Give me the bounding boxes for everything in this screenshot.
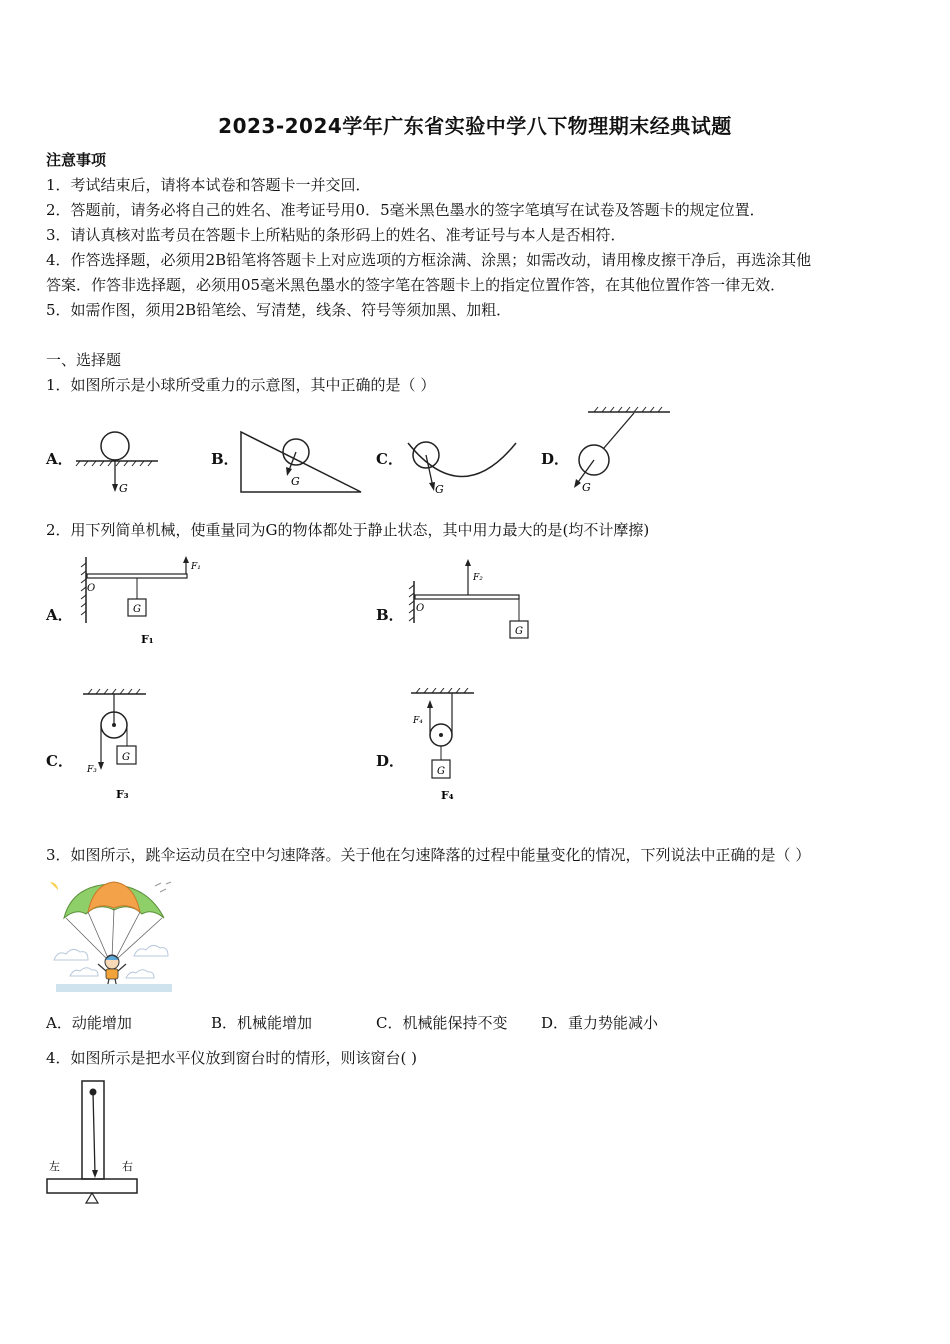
q2-option-d-label: D． [376,752,405,770]
notice-line-3: 3．请认真核对监考员在答题卡上所粘贴的条形码上的姓名、准考证号与本人是否相符． [46,226,626,244]
q1-figure-c [402,425,522,500]
q1-figure-d [566,405,676,500]
q2b-f2-label: F₂ [473,573,483,583]
notice-line-5: 答案．作答非选择题，必须用05毫米黑色墨水的签字笔在答题卡上的指定位置作答，在其他位置作答一律无效． [46,276,786,294]
q1c-g-label: G [435,483,444,496]
q3-stem: 3．如图所示，跳伞运动员在空中匀速降落。关于他在匀速降落的过程中能量变化的情况，下列说法中正确的是（ ） [46,846,811,864]
notice-heading: 注意事项 [46,151,107,169]
q3-parachute-illustration [50,878,178,996]
q3-option-b: B．机械能增加 [211,1014,313,1032]
q1-figure-a [72,420,162,500]
q4-right-label: 右 [122,1160,133,1173]
q2d-caption: F₄ [441,789,454,802]
q3-option-a: A．动能增加 [46,1014,132,1032]
q1a-g-label: G [119,482,128,495]
q2d-g-label: G [437,766,445,777]
q4-left-label: 左 [49,1160,60,1173]
notice-line-1: 1．考试结束后，请将本试卷和答题卡一并交回． [46,176,371,194]
q2c-f3-label: F₃ [87,765,97,775]
page-title: 2023-2024学年广东省实验中学八下物理期末经典试题 [218,114,732,138]
q2a-o-label: O [87,583,96,594]
notice-line-2: 2．答题前，请务必将自己的姓名、准考证号用0．5毫米黑色墨水的签字笔填写在试卷及答题卡的规定位置． [46,201,765,219]
q2c-g-label: G [122,752,130,763]
q1-stem: 1．如图所示是小球所受重力的示意图，其中正确的是（ ） [46,376,436,394]
q2c-caption: F₃ [116,788,129,801]
q2-figure-d [408,688,488,803]
q2a-caption: F₁ [141,633,154,646]
q2a-g-label: G [133,604,141,615]
q2-figure-c [80,688,160,803]
q2-option-a-label: A． [46,606,73,624]
notice-line-4: 4．作答选择题，必须用2B铅笔将答题卡上对应选项的方框涂满、涂黑；如需改动，请用橡皮擦干净后，再选涂其他 [46,251,812,269]
section-heading: 一、选择题 [46,351,122,369]
q1-option-b-label: B． [211,450,239,468]
q1-figure-b [236,425,366,497]
q2a-f1-label: F₁ [191,562,201,572]
q4-level-figure [44,1078,142,1206]
notice-line-6: 5．如需作图，须用2B铅笔绘、写清楚，线条、符号等须加黑、加粗． [46,301,512,319]
q2-stem: 2．用下列简单机械，使重量同为G的物体都处于静止状态，其中用力最大的是(均不计摩擦) [46,521,650,539]
q4-stem: 4．如图所示是把水平仪放到窗台时的情形，则该窗台( ) [46,1049,418,1067]
q2-figure-b [406,553,541,648]
q2b-o-label: O [416,603,425,614]
q2-option-c-label: C． [46,752,73,770]
q1-option-d-label: D． [541,450,570,468]
q1d-g-label: G [582,481,591,494]
q2-option-b-label: B． [376,606,404,624]
q2-figure-a [78,553,213,653]
q1b-g-label: G [291,475,300,488]
q1-option-c-label: C． [376,450,403,468]
q3-option-c: C．机械能保持不变 [376,1014,508,1032]
q2b-g-label: G [515,626,523,637]
q1-option-a-label: A． [46,450,73,468]
q2d-f4-label: F₄ [413,716,423,726]
q3-option-d: D．重力势能减小 [541,1014,659,1032]
